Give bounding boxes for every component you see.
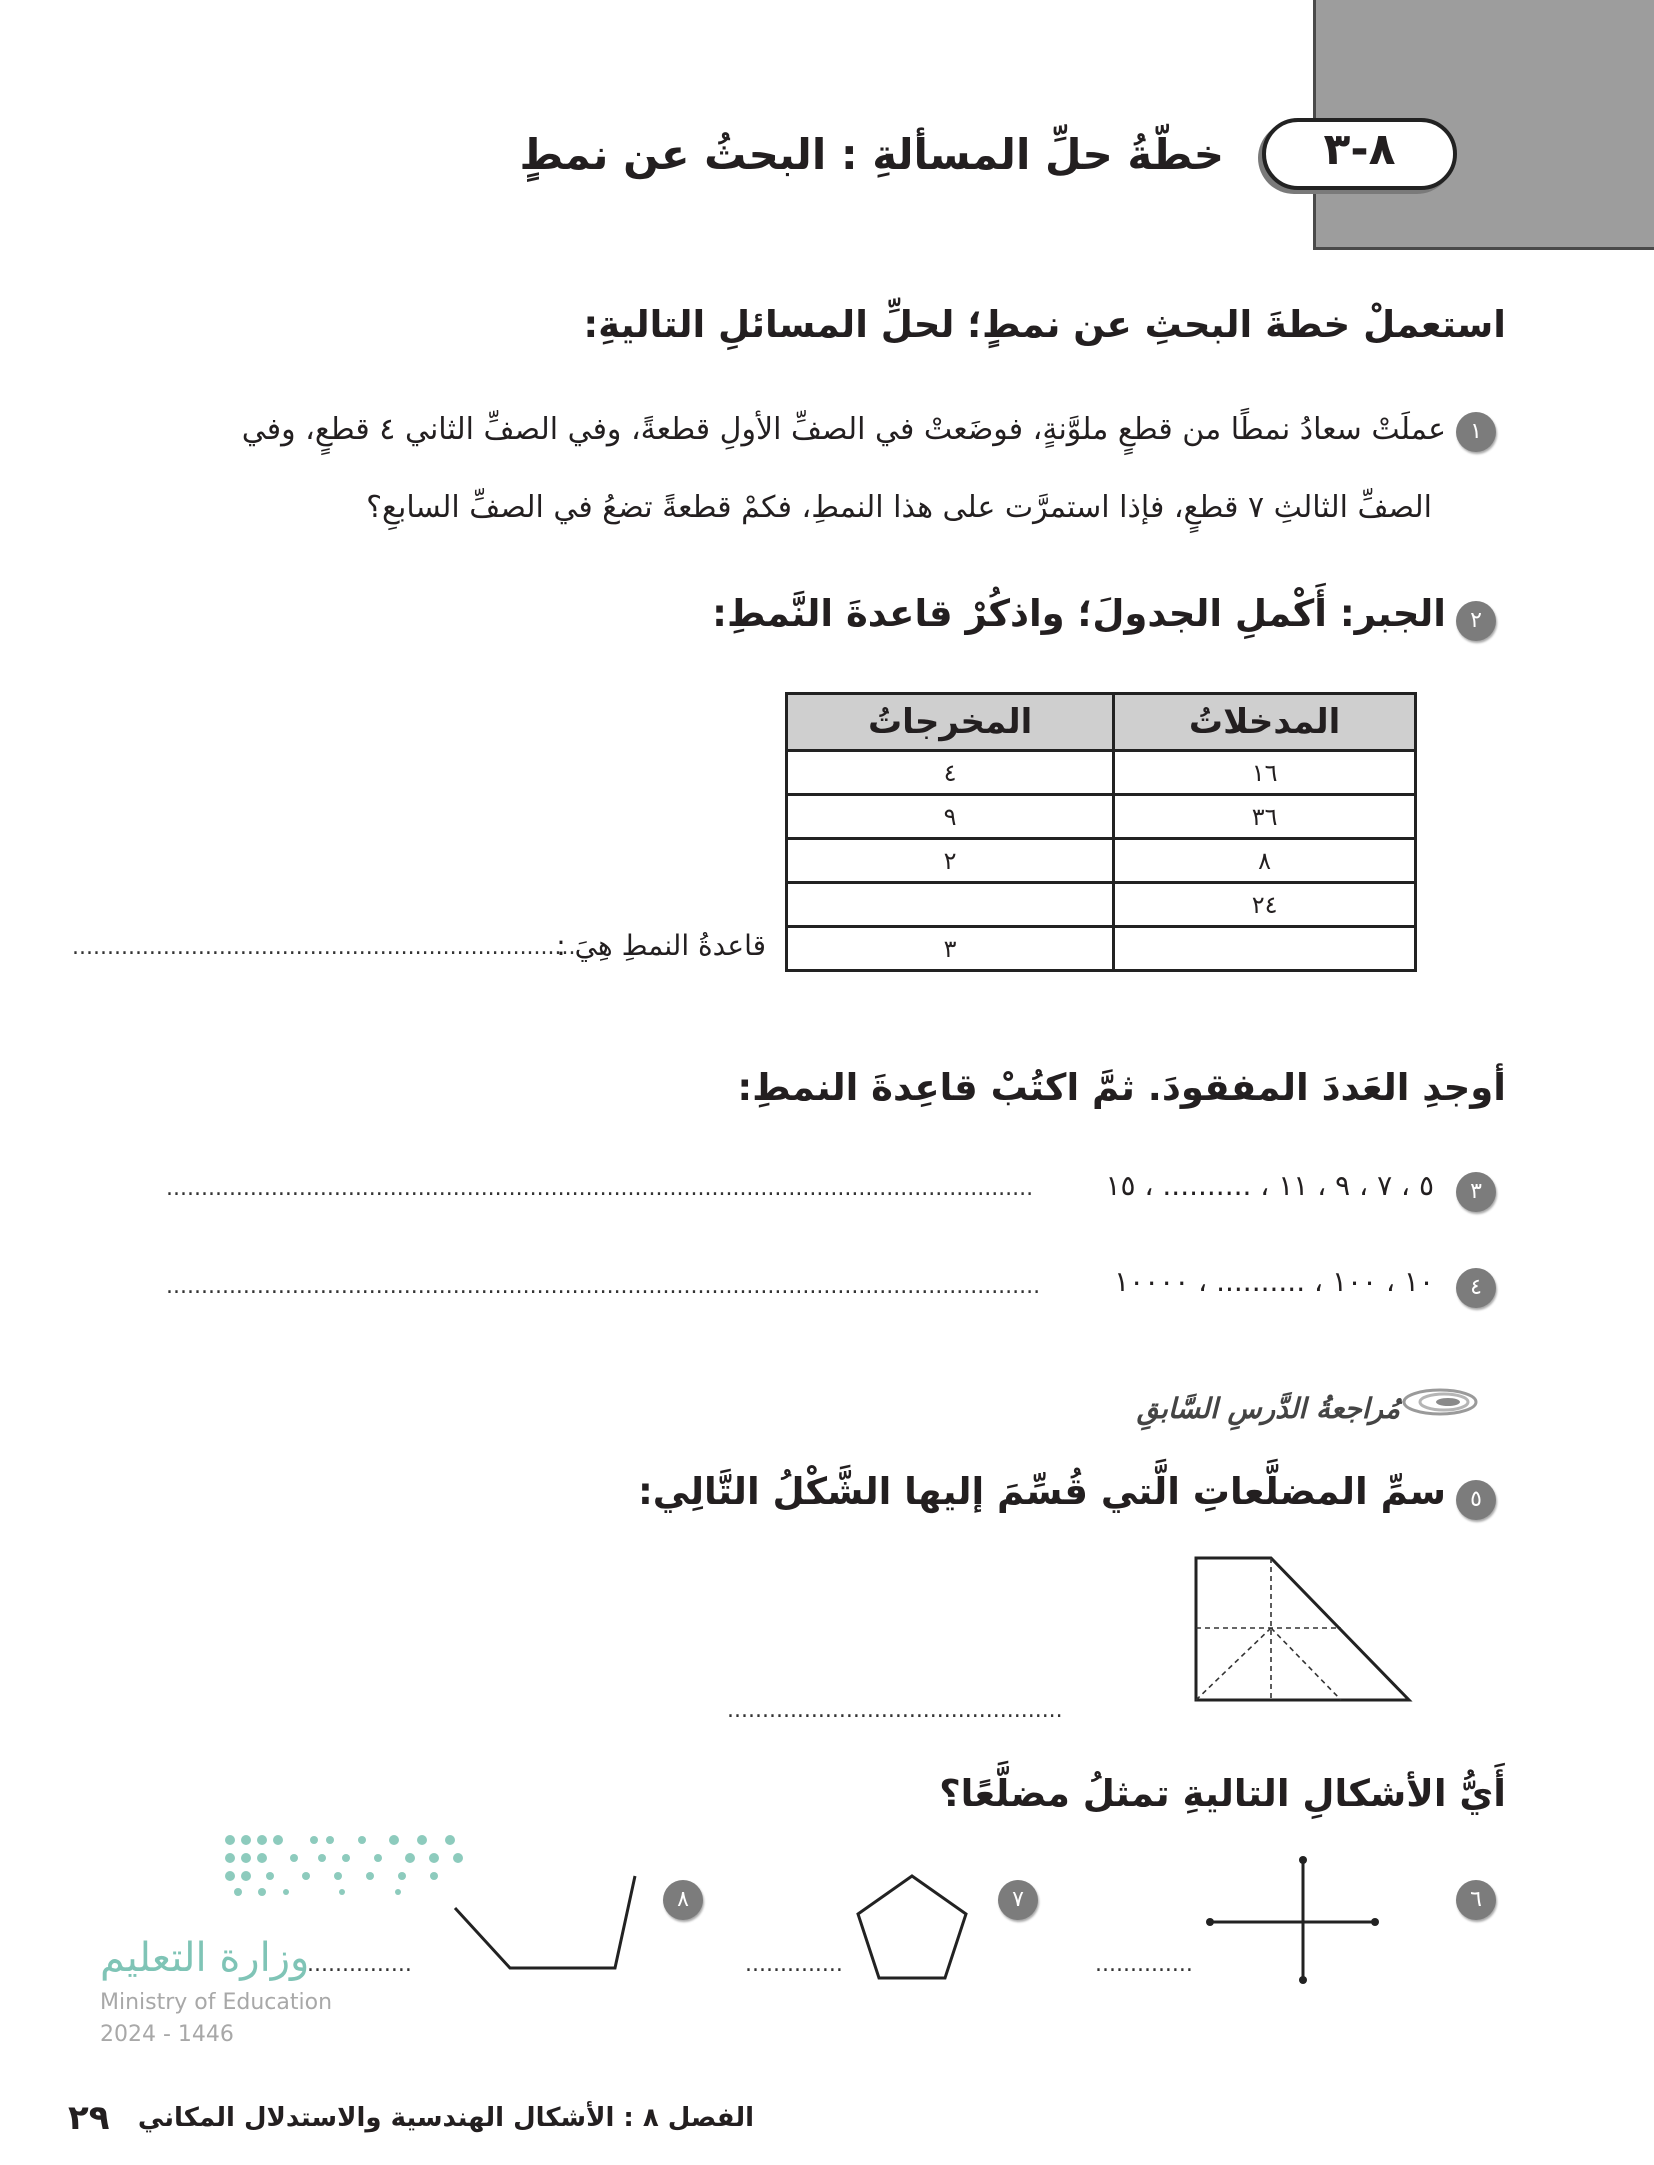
page-number: ٢٩: [68, 2098, 110, 2138]
lesson-number: ٨-٣: [1323, 124, 1396, 175]
divided-trapezoid-figure: [1186, 1550, 1416, 1705]
question-number-7: ٧: [998, 1880, 1038, 1920]
q5-answer-line[interactable]: ................................................: [727, 1698, 1063, 1723]
table-cell: ٢: [787, 839, 1114, 883]
table-cell-blank[interactable]: [1114, 927, 1416, 971]
review-heading: مُراجعةُ الدَّرسِ السَّابقِ: [1136, 1392, 1400, 1425]
question-number-1: ١: [1456, 412, 1496, 452]
ministry-year: 2024 - 1446: [100, 2022, 234, 2047]
pattern-rule-answer-line[interactable]: ........................................................................: [72, 935, 576, 960]
table-cell: ٩: [787, 795, 1114, 839]
polygon-question-heading: أَيُّ الأشكالِ التاليةِ تمثلُ مضلَّعًا؟: [939, 1772, 1506, 1815]
pattern-rule-label: قاعدةُ النمطِ هِيَ :: [556, 929, 766, 962]
table-row: [787, 795, 1416, 839]
footer-chapter-title: الفصل ٨ : الأشكال الهندسية والاستدلال المكاني: [137, 2103, 754, 2133]
header-outputs: المخرجاتُ: [787, 694, 1114, 751]
review-swirl-icon: [1400, 1382, 1480, 1422]
question-number-2: ٢: [1456, 601, 1496, 641]
q2-text: الجبر: أَكْملِ الجدولَ؛ واذكُرْ قاعدةَ النَّمطِ:: [712, 592, 1446, 635]
table-cell-blank[interactable]: [787, 883, 1114, 927]
table-cell: ٢٤: [1114, 883, 1416, 927]
cross-lines-figure: [1205, 1855, 1380, 1985]
q3-sequence: ٥ ، ٧ ، ٩ ، ١١ ، .......... ، ١٥: [1105, 1169, 1434, 1202]
table-cell: ٤: [787, 751, 1114, 795]
q3-answer-line[interactable]: ............................................................................................................................: [166, 1176, 1034, 1201]
lesson-title: خطّةُ حلِّ المسألةِ : البحثُ عن نمطٍ: [519, 130, 1224, 179]
pentagon-figure: [852, 1870, 972, 1985]
table-cell: ٣: [787, 927, 1114, 971]
table-row: [787, 927, 1416, 971]
table-cell: ٣٦: [1114, 795, 1416, 839]
q6-answer-line[interactable]: ..............: [1095, 1952, 1193, 1977]
q7-answer-line[interactable]: ..............: [745, 1952, 843, 1977]
header-inputs: المدخلاتُ: [1114, 694, 1416, 751]
input-output-table: [785, 692, 1417, 972]
question-number-8: ٨: [663, 1880, 703, 1920]
ministry-arabic-name: وزارة التعليم: [100, 1935, 310, 1981]
table-cell: ٨: [1114, 839, 1416, 883]
open-shape-figure: [450, 1868, 640, 1988]
q4-answer-line[interactable]: .............................................................................................................................: [166, 1274, 1041, 1299]
find-missing-heading: أوجدِ العَددَ المفقودَ. ثمَّ اكتُبْ قاعِدةَ النمطِ:: [737, 1066, 1506, 1109]
q8-answer-line[interactable]: ................: [300, 1952, 412, 1977]
question-number-5: ٥: [1456, 1480, 1496, 1520]
q5-text: سمِّ المضلَّعاتِ الَّتي قُسِّمَ إليها الشَّكْلُ التَّالِي:: [637, 1470, 1446, 1513]
q4-sequence: ١٠ ، ١٠٠ ، .......... ، ١٠٠٠٠: [1114, 1265, 1434, 1298]
ministry-english-name: Ministry of Education: [100, 1990, 333, 2015]
ministry-logo-dots-icon: [222, 1830, 467, 1905]
question-number-4: ٤: [1456, 1268, 1496, 1308]
table-row: [787, 751, 1416, 795]
intro-heading: استعملْ خطةَ البحثِ عن نمطٍ؛ لحلِّ المسائلِ التاليةِ:: [583, 303, 1506, 346]
table-row: [787, 883, 1416, 927]
table-cell: ١٦: [1114, 751, 1416, 795]
question-number-6: ٦: [1456, 1880, 1496, 1920]
q1-line1: عملَتْ سعادُ نمطًا من قطعٍ ملوَّنةٍ، فوضَعتْ في الصفِّ الأولِ قطعةً، وفي الصفِّ الثاني ٤ قطعٍ، وفي: [241, 412, 1446, 447]
question-number-3: ٣: [1456, 1172, 1496, 1212]
table-row: [787, 839, 1416, 883]
q1-line2: الصفِّ الثالثِ ٧ قطعٍ، فإذا استمرَّت على هذا النمطِ، فكمْ قطعةً تضعُ في الصفِّ السابعِ؟: [366, 490, 1432, 525]
